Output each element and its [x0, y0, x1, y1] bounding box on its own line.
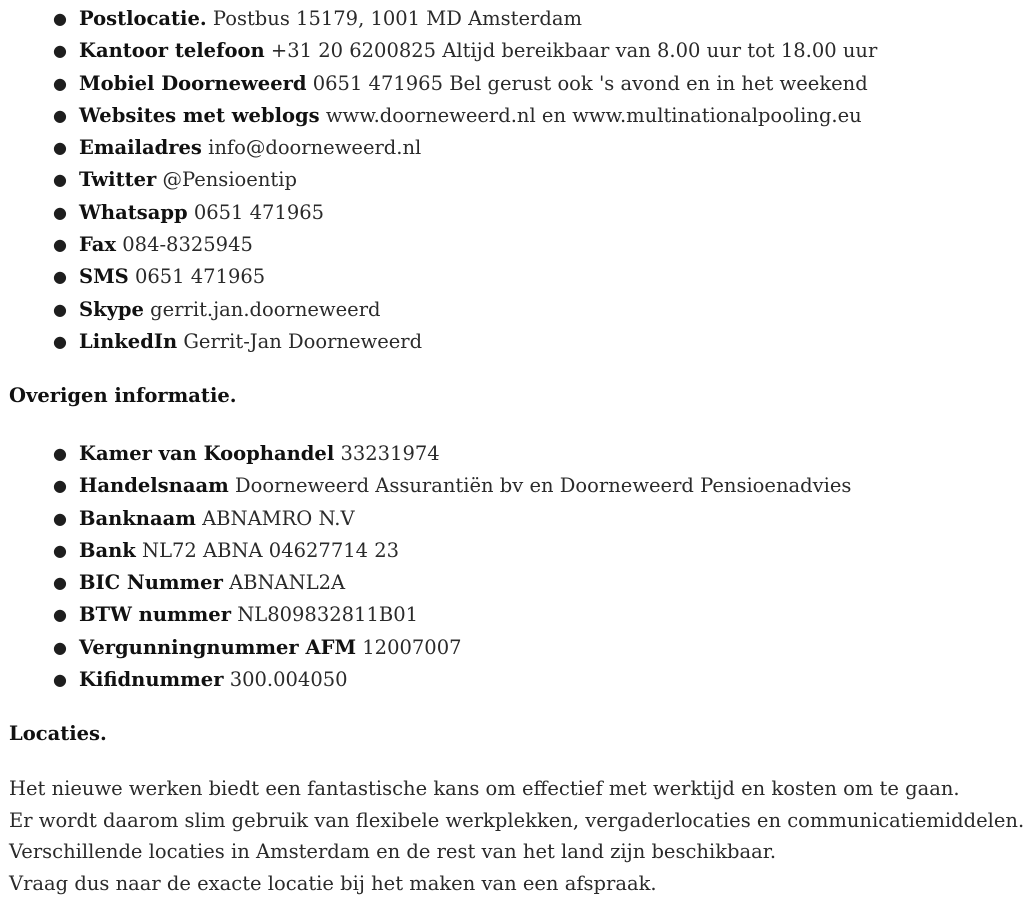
paragraph-line: Verschillende locaties in Amsterdam en de rest van het land zijn beschikbaar. [9, 840, 777, 863]
item-value: 0651 471965 Bel gerust ook 's avond en in het weekend [312, 71, 868, 95]
item-label: Skype [79, 297, 144, 321]
bullet-icon: ● [53, 573, 67, 593]
bullet-icon: ● [53, 444, 67, 463]
bullet-icon: ● [53, 41, 67, 61]
item-value: +31 20 6200825 Altijd bereikbaar van 8.00 uur tot 18.00 uur [270, 39, 878, 63]
overig-list [0, 438, 851, 696]
list-item [0, 470, 851, 502]
bullet-icon: ● [53, 267, 67, 287]
item-label: BIC Nummer [79, 571, 223, 595]
locaties-heading: Locaties. [9, 722, 107, 745]
item-value: 0651 471965 [193, 200, 325, 224]
item-value: 300.004050 [229, 668, 348, 692]
bullet-icon: ● [53, 9, 67, 28]
locaties-paragraph [9, 773, 1024, 899]
bullet-icon: ● [53, 235, 67, 255]
bullet-icon: ● [53, 138, 67, 158]
bullet-icon: ● [53, 670, 67, 690]
item-label: Bank [79, 538, 136, 562]
bullet-icon: ● [53, 540, 67, 560]
overig-heading: Overigen informatie. [9, 384, 237, 407]
paragraph-line: Vraag dus naar de exacte locatie bij het maken van een afspraak. [9, 871, 657, 895]
bullet-icon: ● [53, 299, 67, 319]
item-value: 12007007 [362, 635, 462, 659]
bullet-icon: ● [53, 331, 67, 351]
item-value: 084-8325945 [122, 233, 253, 257]
item-value[interactable]: www.doorneweerd.nl en www.multinationalpooling.eu [325, 103, 862, 127]
list-item [0, 261, 877, 293]
bullet-icon: ● [53, 73, 67, 93]
item-label: Postlocatie. [79, 7, 207, 30]
item-label: Fax [79, 233, 117, 257]
list-item [0, 35, 877, 67]
item-label: Whatsapp [79, 200, 188, 224]
item-label: Banknaam [79, 506, 196, 530]
list-item [0, 68, 877, 100]
item-label: Kamer van Koophandel [79, 442, 335, 465]
bullet-icon: ● [53, 476, 67, 496]
item-label: Kantoor telefoon [79, 39, 265, 63]
list-item [0, 132, 877, 164]
list-item [0, 229, 877, 261]
item-value: ABNANL2A [229, 571, 346, 595]
item-label: Kifidnummer [79, 668, 224, 692]
item-label: LinkedIn [79, 329, 178, 353]
item-label: Emailadres [79, 136, 202, 160]
list-item [0, 326, 877, 358]
item-label: Mobiel Doorneweerd [79, 71, 307, 95]
paragraph-line: Er wordt daarom slim gebruik van flexibele werkplekken, vergaderlocaties en communicatiemiddelen. [9, 808, 1024, 832]
item-value: gerrit.jan.doorneweerd [150, 297, 381, 321]
contact-list [0, 3, 877, 358]
list-item [0, 535, 851, 567]
bullet-icon: ● [53, 202, 67, 222]
list-item [0, 632, 851, 664]
bullet-icon: ● [53, 508, 67, 528]
item-label: SMS [79, 265, 129, 289]
list-item [0, 197, 877, 229]
item-label: Twitter [79, 168, 157, 192]
item-label: Websites met weblogs [79, 103, 320, 127]
list-item [0, 100, 877, 132]
list-item [0, 3, 877, 35]
item-label: Handelsnaam [79, 474, 229, 498]
item-value: Doorneweerd Assurantiën bv en Doorneweerd Pensioenadvies [234, 474, 852, 498]
item-value: @Pensioentip [162, 168, 297, 192]
item-value: NL809832811B01 [237, 603, 419, 627]
item-value: ABNAMRO N.V [202, 506, 355, 530]
list-item [0, 294, 877, 326]
item-label: Vergunningnummer AFM [79, 635, 357, 659]
item-value: NL72 ABNA 04627714 23 [142, 538, 400, 562]
list-item [0, 503, 851, 535]
bullet-icon: ● [53, 105, 67, 125]
bullet-icon: ● [53, 605, 67, 625]
list-item [0, 664, 851, 696]
item-label: BTW nummer [79, 603, 231, 627]
item-value: 33231974 [340, 442, 440, 465]
item-value: 0651 471965 [134, 265, 266, 289]
list-item [0, 438, 851, 470]
item-value[interactable]: info@doorneweerd.nl [208, 136, 422, 160]
bullet-icon: ● [53, 637, 67, 657]
paragraph-line: Het nieuwe werken biedt een fantastische kans om effectief met werktijd en kosten om te gaan. [9, 777, 960, 800]
item-value: Gerrit-Jan Doorneweerd [183, 329, 423, 353]
list-item [0, 567, 851, 599]
item-value: Postbus 15179, 1001 MD Amsterdam [212, 7, 582, 30]
list-item [0, 599, 851, 631]
list-item [0, 164, 877, 196]
bullet-icon: ● [53, 170, 67, 190]
